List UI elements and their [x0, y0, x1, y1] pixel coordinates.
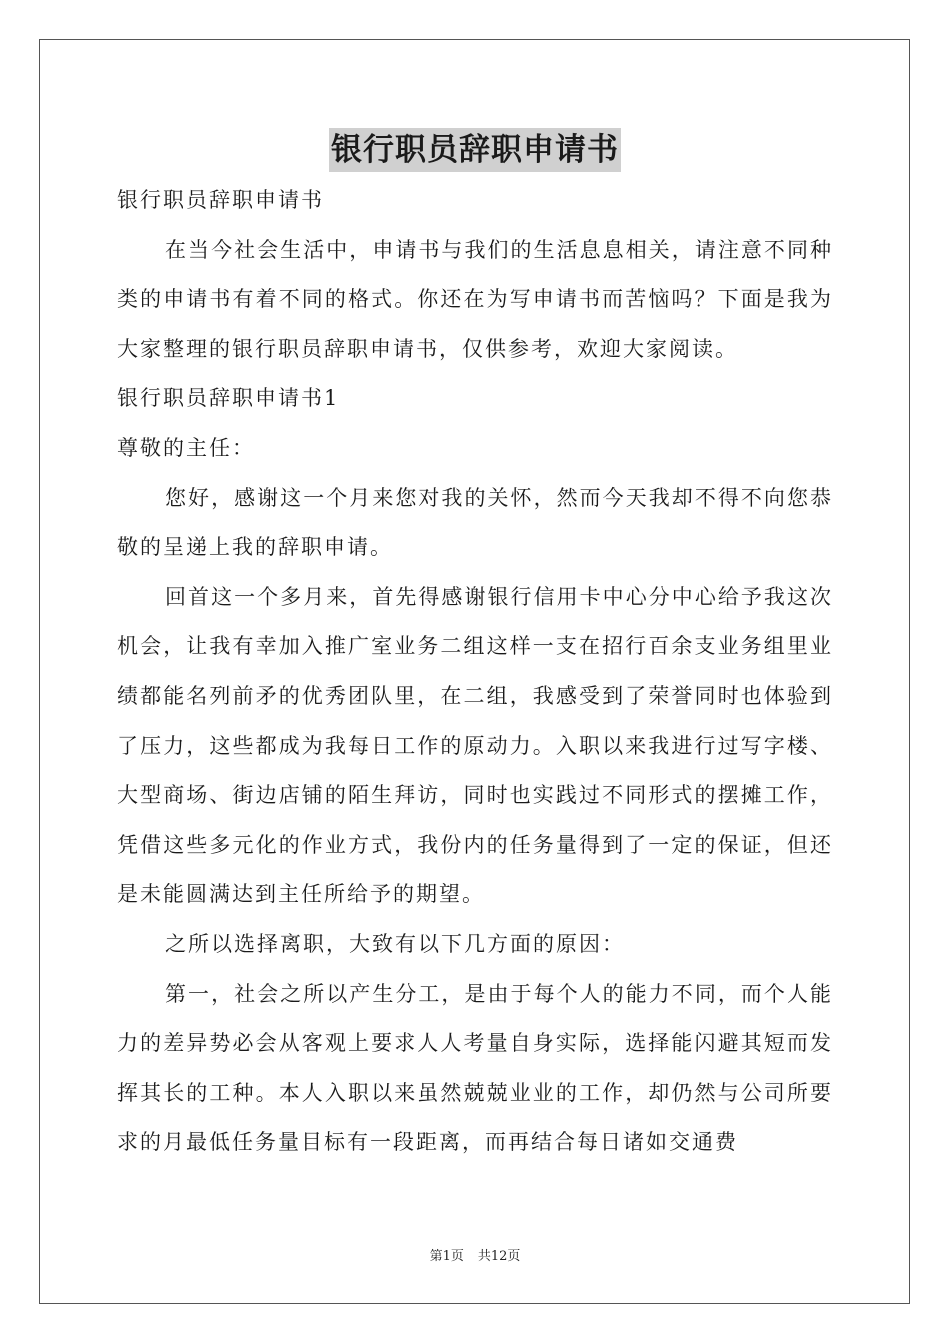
page-number: 第1页 — [429, 1249, 464, 1264]
body-paragraph: 第一，社会之所以产生分工，是由于每个人的能力不同，而个人能力的差异势必会从客观上要求人人考量自身实际，选择能闪避其短而发挥其长的工种。本人入职以来虽然兢兢业业的工作，却仍然与公司所要求的月最低任务量目标有一段距离，而再结合每日诸如交通费 — [117, 981, 833, 1155]
document-body — [117, 176, 833, 1168]
body-paragraph: 您好，感谢这一个月来您对我的关怀，然而今天我却不得不向您恭敬的呈递上我的辞职申请。 — [117, 485, 833, 560]
document-title — [0, 127, 950, 171]
body-paragraph: 回首这一个多月来，首先得感谢银行信用卡中心分中心给予我这次机会，让我有幸加入推广室业务二组这样一支在招行百余支业务组里业绩都能名列前矛的优秀团队里，在二组，我感受到了荣誉同时也体验到了压力，这些都成为我每日工作的原动力。入职以来我进行过写字楼、大型商场、街边店铺的陌生拜访，同时也实践过不同形式的摆摊工作，凭借这些多元化的作业方式，我份内的任务量得到了一定的保证，但还是未能圆满达到主任所给予的期望。 — [117, 584, 833, 907]
document-title-text: 银行职员辞职申请书 — [329, 128, 621, 172]
document-subtitle: 银行职员辞职申请书 — [117, 188, 324, 212]
section-heading: 银行职员辞职申请书1 — [117, 386, 340, 411]
body-paragraph: 之所以选择离职，大致有以下几方面的原因： — [165, 931, 625, 956]
page-footer — [0, 1248, 950, 1266]
salutation: 尊敬的主任： — [117, 435, 255, 460]
page-total: 共12页 — [477, 1249, 521, 1264]
intro-paragraph: 在当今社会生活中，申请书与我们的生活息息相关，请注意不同种类的申请书有着不同的格式。你还在为写申请书而苦恼吗？下面是我为大家整理的银行职员辞职申请书，仅供参考，欢迎大家阅读。 — [117, 237, 833, 361]
